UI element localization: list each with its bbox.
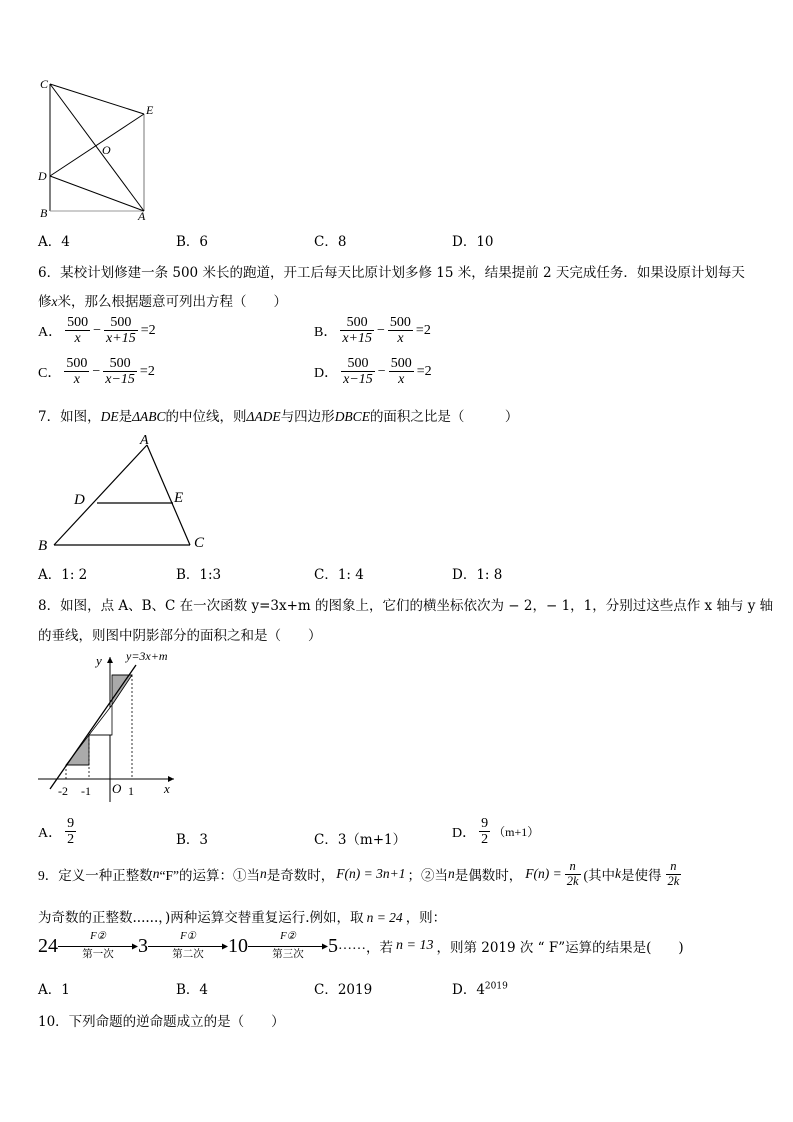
q9-option-b[interactable]: B．4 bbox=[176, 982, 209, 998]
q8-option-c[interactable]: C．3（m+1） bbox=[314, 832, 407, 848]
denominator: 2k bbox=[667, 873, 680, 888]
q9-stem-n: n bbox=[447, 866, 455, 882]
numerator: 500 bbox=[67, 315, 89, 330]
q5-label-d: D bbox=[38, 169, 47, 183]
q9-stem-part: 是奇数时， bbox=[266, 868, 335, 884]
q9-stem-f1: F(n) = 3n+1 bbox=[336, 866, 406, 882]
fraction bbox=[341, 356, 375, 388]
fraction bbox=[388, 315, 413, 347]
q7-label-a: A bbox=[140, 433, 149, 448]
minus-sign: − bbox=[92, 363, 101, 379]
q9-stem-line2 bbox=[38, 906, 446, 926]
fraction bbox=[103, 356, 137, 388]
q8-label-1: 1 bbox=[128, 784, 134, 798]
option-base: 4 bbox=[476, 982, 485, 998]
q8-label-x: x bbox=[164, 781, 170, 796]
q9-stem-part: 为奇数的正整数......，)两种运算交替重复运行.例如，取 bbox=[38, 910, 364, 926]
q7-stem-part: 7．如图， bbox=[38, 409, 101, 425]
q5-label-c: C bbox=[40, 77, 49, 91]
denominator: x bbox=[73, 372, 80, 388]
q7-figure bbox=[30, 430, 220, 555]
fraction bbox=[65, 816, 76, 848]
numerator: 500 bbox=[103, 356, 137, 372]
q7-stem-part: 的中位线，则 bbox=[165, 409, 247, 425]
q5-label-a: A bbox=[138, 209, 146, 223]
minus-sign: − bbox=[377, 363, 386, 379]
q9-stem-part: ；②当 bbox=[407, 868, 448, 884]
numerator: 500 bbox=[389, 315, 411, 330]
fraction bbox=[666, 860, 682, 889]
denominator: x+15 bbox=[342, 331, 373, 347]
arrow-step: 第二次 bbox=[172, 948, 204, 960]
q9-stem-part: 9．定义一种正整数 bbox=[38, 868, 153, 884]
numerator: 500 bbox=[104, 315, 138, 331]
q9-stem-n: n bbox=[260, 866, 267, 882]
q6-stem-var: x bbox=[51, 294, 58, 309]
q6-option-a[interactable] bbox=[38, 315, 156, 347]
q7-option-a[interactable]: A．1: 2 bbox=[38, 567, 88, 583]
q9-stem-eq: n = 24 bbox=[366, 910, 403, 925]
q8-figure bbox=[34, 647, 184, 807]
chain-value: 3 bbox=[138, 934, 148, 957]
denominator: x−15 bbox=[343, 372, 373, 388]
q9-stem-part: ，则： bbox=[405, 910, 447, 926]
rhs: =2 bbox=[416, 363, 432, 379]
chain-arrow bbox=[148, 932, 228, 960]
q9-option-c[interactable]: C．2019 bbox=[314, 982, 373, 998]
fraction bbox=[389, 356, 414, 388]
q7-stem-part: 是 bbox=[118, 409, 133, 425]
arrow-op: F② bbox=[90, 931, 106, 942]
q8-label-y: y bbox=[96, 653, 102, 668]
q7-stem-abc: ΔABC bbox=[132, 409, 166, 424]
q6-option-d[interactable] bbox=[314, 356, 432, 388]
shaded-region bbox=[112, 675, 132, 705]
denominator: 2k bbox=[566, 873, 579, 888]
q9-stem-part: “F”的运算：①当 bbox=[159, 868, 260, 884]
numerator: n bbox=[666, 860, 682, 875]
chain-value: 10 bbox=[228, 934, 248, 957]
denominator: x−15 bbox=[105, 372, 135, 388]
minus-sign: − bbox=[377, 322, 385, 338]
q7-stem-part: 与四边形 bbox=[280, 409, 335, 425]
q8-stem-line2: 的垂线，则图中阴影部分的面积之和是（ ） bbox=[38, 628, 322, 644]
denominator: 2 bbox=[67, 832, 75, 848]
q7-label-c: C bbox=[194, 535, 205, 551]
minus-sign: − bbox=[93, 322, 102, 338]
shaded-region bbox=[89, 705, 112, 735]
denominator: x bbox=[74, 331, 81, 347]
option-tail: （m+1） bbox=[493, 825, 540, 840]
y-axis-arrow-icon bbox=[107, 657, 113, 663]
q7-label-b: B bbox=[38, 538, 48, 554]
arrow-op: F② bbox=[280, 931, 296, 942]
q7-option-b[interactable]: B．1:3 bbox=[176, 567, 222, 583]
q9-stem-part: 是偶数时， bbox=[454, 868, 523, 884]
q8-label-func: y=3x+m bbox=[126, 649, 168, 663]
fraction bbox=[340, 315, 374, 347]
numerator: 9 bbox=[481, 816, 489, 831]
q6-stem-part: 修 bbox=[38, 294, 52, 310]
option-label: D． bbox=[314, 365, 339, 381]
chain-value: 24 bbox=[38, 934, 58, 957]
q9-chain-tail2: ，则第 2019 次 “ F”运算的结果是( ) bbox=[436, 940, 684, 956]
rhs: =2 bbox=[139, 363, 155, 379]
q7-label-d: D bbox=[74, 492, 85, 508]
q9-stem-line1 bbox=[38, 860, 681, 889]
q5-option-b[interactable]: B．6 bbox=[176, 234, 209, 250]
option-label: D． bbox=[452, 825, 477, 841]
q6-stem-line1: 6．某校计划修建一条 500 米长的跑道，开工后每天比原计划多修 15 米，结果提前 2 天完成任务．如果设原计划每天 bbox=[38, 265, 745, 281]
q8-stem-line1: 8．如图，点 A、B、C 在一次函数 y=3x+m 的图象上，它们的横坐标依次为 − 2，− 1，1，分别过这些点作 x 轴与 y 轴 bbox=[38, 598, 774, 614]
denominator: 2 bbox=[481, 832, 489, 848]
q10-stem: 10．下列命题的逆命题成立的是（ ） bbox=[38, 1014, 285, 1030]
q7-stem-ade: ΔADE bbox=[246, 409, 281, 424]
numerator: 500 bbox=[390, 356, 412, 371]
q5-label-b: B bbox=[40, 206, 48, 220]
chain-arrow bbox=[58, 932, 138, 960]
q6-option-c[interactable] bbox=[38, 356, 155, 388]
option-label: C． bbox=[38, 365, 62, 381]
q8-option-b[interactable]: B．3 bbox=[176, 832, 209, 848]
q9-option-a[interactable]: A．1 bbox=[38, 982, 70, 998]
q7-stem-part: 的面积之比是（ ） bbox=[369, 409, 519, 425]
q9-chain bbox=[38, 932, 684, 960]
q5-label-e: E bbox=[146, 103, 154, 117]
numerator: 500 bbox=[341, 356, 375, 372]
q7-option-c[interactable]: C．1: 4 bbox=[314, 567, 364, 583]
q9-stem-part: (其中 bbox=[583, 868, 616, 884]
denominator: x bbox=[397, 331, 404, 347]
q6-stem-line2 bbox=[38, 290, 287, 310]
fraction bbox=[65, 315, 90, 347]
numerator: 500 bbox=[66, 356, 88, 371]
fraction bbox=[565, 860, 581, 889]
option-label: D． bbox=[452, 982, 477, 998]
numerator: n bbox=[565, 860, 581, 875]
option-exponent: 2019 bbox=[484, 981, 508, 992]
chain-arrow bbox=[248, 932, 328, 960]
q9-stem-n: n bbox=[152, 866, 160, 882]
q8-option-a[interactable] bbox=[38, 816, 76, 848]
chain-dots: …… bbox=[338, 938, 366, 953]
rhs: =2 bbox=[140, 322, 156, 338]
q9-stem-f2: F(n) = bbox=[525, 866, 562, 882]
q8-option-d[interactable] bbox=[452, 816, 539, 848]
q9-chain-tail: ，若 bbox=[366, 940, 393, 956]
q8-label-minus2: -2 bbox=[58, 784, 68, 798]
numerator: 9 bbox=[67, 816, 75, 831]
denominator: x+15 bbox=[106, 331, 136, 347]
q7-option-d[interactable]: D．1: 8 bbox=[452, 567, 503, 583]
q7-label-e: E bbox=[174, 490, 184, 506]
q5-label-o: O bbox=[102, 143, 111, 157]
rhs: =2 bbox=[415, 322, 431, 338]
denominator: x bbox=[398, 372, 405, 388]
q9-chain-eq: n = 13 bbox=[396, 938, 434, 953]
q8-label-minus1: -1 bbox=[81, 784, 91, 798]
option-label: A． bbox=[38, 825, 63, 841]
arrow-step: 第一次 bbox=[82, 948, 114, 960]
arrow-step: 第三次 bbox=[272, 948, 304, 960]
q5-option-c[interactable]: C．8 bbox=[314, 234, 347, 250]
q7-stem-dbce: DBCE bbox=[334, 409, 370, 424]
q5-option-a[interactable]: A．4 bbox=[38, 234, 70, 250]
fraction bbox=[479, 816, 490, 848]
q6-option-b[interactable] bbox=[314, 315, 431, 347]
option-label: A． bbox=[38, 324, 63, 340]
q5-figure bbox=[34, 74, 164, 226]
q9-stem-k: k bbox=[615, 866, 622, 882]
q5-option-d[interactable]: D．10 bbox=[452, 234, 494, 250]
option-label: B． bbox=[314, 324, 338, 340]
q9-stem-part: 是使得 bbox=[621, 868, 662, 884]
numerator: 500 bbox=[340, 315, 374, 331]
q7-stem-de: DE bbox=[100, 409, 119, 424]
q7-stem bbox=[38, 405, 518, 425]
chain-value: 5 bbox=[328, 934, 338, 957]
q6-stem-part: 米，那么根据题意可列出方程（ ） bbox=[57, 294, 287, 310]
q8-label-o: O bbox=[112, 781, 122, 796]
fraction bbox=[104, 315, 138, 347]
fraction bbox=[64, 356, 89, 388]
arrow-op: F① bbox=[180, 931, 196, 942]
q9-option-d[interactable] bbox=[452, 978, 508, 998]
